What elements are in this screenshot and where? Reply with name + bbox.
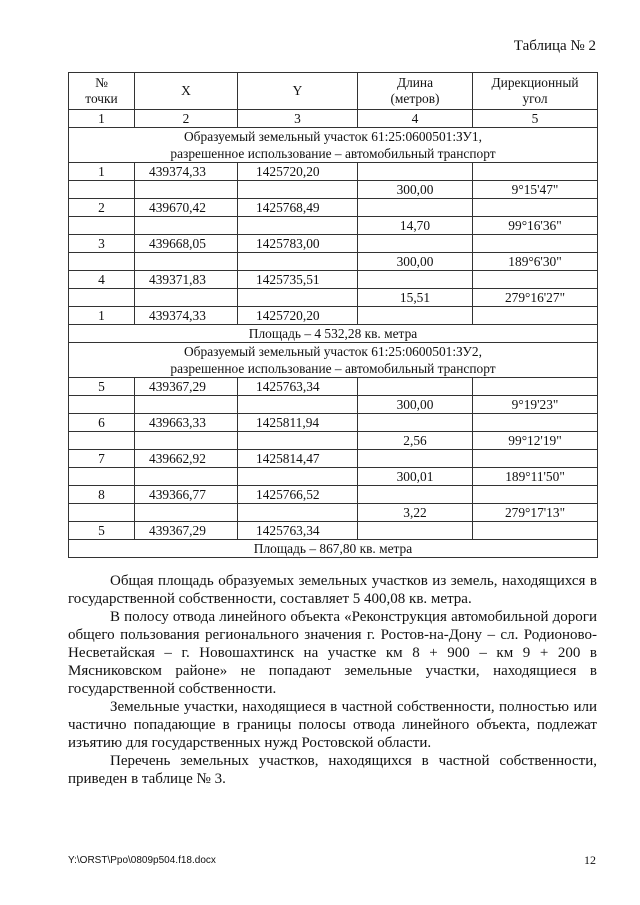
empty-cell (473, 414, 598, 432)
segment-angle: 189°6'30" (473, 253, 598, 271)
point-row (69, 450, 598, 468)
empty-cell (69, 468, 135, 486)
plot1-title: Образуемый земельный участок 61:25:0600501:ЗУ1, разрешенное использование – автомобильный транспорт (69, 128, 598, 163)
point-y: 1425783,00 (238, 235, 358, 253)
empty-cell (238, 468, 358, 486)
segment-length: 14,70 (358, 217, 473, 235)
plot1-area: Площадь – 4 532,28 кв. метра (69, 325, 598, 343)
empty-cell (238, 432, 358, 450)
point-row (69, 235, 598, 253)
empty-cell (473, 486, 598, 504)
header-cell-3: Y (238, 73, 358, 110)
paragraph-total-area: Общая площадь образуемых земельных участков из земель, находящихся в государственной собственности, составляет 5 400,08 кв. метра. (68, 573, 597, 607)
empty-cell (135, 217, 238, 235)
point-x: 439663,33 (135, 414, 238, 432)
empty-cell (473, 199, 598, 217)
segment-length: 15,51 (358, 289, 473, 307)
empty-cell (238, 253, 358, 271)
empty-cell (135, 253, 238, 271)
point-number: 1 (69, 307, 135, 325)
empty-cell (135, 396, 238, 414)
point-number: 5 (69, 522, 135, 540)
point-y: 1425768,49 (238, 199, 358, 217)
point-x: 439371,83 (135, 271, 238, 289)
empty-cell (238, 504, 358, 522)
paragraph-right-of-way: В полосу отвода линейного объекта «Реконструкция автомобильной дороги общего пользования регионального значения г. Ростов-на-Дону – сл. Родионово-Несветайская – г. Новошахтинск на участке км 8 + 900 – км 9 + 200 в Мясниковском районе» не попадают земельные участки, находящиеся в государственной собственности. (68, 609, 597, 697)
header-cell-1: № точки (69, 73, 135, 110)
empty-cell (69, 504, 135, 522)
column-number-1: 1 (69, 110, 135, 128)
empty-cell (238, 181, 358, 199)
segment-angle: 279°17'13" (473, 504, 598, 522)
point-y: 1425735,51 (238, 271, 358, 289)
empty-cell (358, 271, 473, 289)
empty-cell (473, 163, 598, 181)
point-row (69, 271, 598, 289)
coordinates-table (68, 72, 598, 558)
empty-cell (473, 522, 598, 540)
point-row (69, 378, 598, 396)
plot1-title-row (69, 128, 598, 163)
empty-cell (473, 271, 598, 289)
column-number-2: 2 (135, 110, 238, 128)
empty-cell (135, 504, 238, 522)
segment-row (69, 468, 598, 486)
segment-row (69, 217, 598, 235)
empty-cell (473, 307, 598, 325)
page-number: 12 (584, 853, 596, 867)
segment-row (69, 289, 598, 307)
point-number: 1 (69, 163, 135, 181)
point-number: 5 (69, 378, 135, 396)
point-y: 1425720,20 (238, 163, 358, 181)
point-x: 439670,42 (135, 199, 238, 217)
segment-length: 300,00 (358, 396, 473, 414)
point-x: 439374,33 (135, 307, 238, 325)
point-row (69, 414, 598, 432)
empty-cell (69, 396, 135, 414)
empty-cell (358, 163, 473, 181)
point-row (69, 163, 598, 181)
point-y: 1425811,94 (238, 414, 358, 432)
empty-cell (358, 378, 473, 396)
point-y: 1425766,52 (238, 486, 358, 504)
point-number: 8 (69, 486, 135, 504)
empty-cell (69, 289, 135, 307)
point-number: 7 (69, 450, 135, 468)
empty-cell (135, 432, 238, 450)
column-number-3: 3 (238, 110, 358, 128)
segment-length: 300,00 (358, 181, 473, 199)
empty-cell (238, 396, 358, 414)
header-cell-2: X (135, 73, 238, 110)
column-number-4: 4 (358, 110, 473, 128)
plot2-area: Площадь – 867,80 кв. метра (69, 540, 598, 558)
empty-cell (473, 450, 598, 468)
empty-cell (473, 378, 598, 396)
empty-cell (358, 307, 473, 325)
plot2-area-row (69, 540, 598, 558)
point-row (69, 522, 598, 540)
point-row (69, 486, 598, 504)
point-y: 1425763,34 (238, 522, 358, 540)
point-number: 6 (69, 414, 135, 432)
segment-row (69, 181, 598, 199)
header-cell-4: Длина (метров) (358, 73, 473, 110)
table-caption: Таблица № 2 (513, 38, 596, 54)
segment-angle: 99°12'19" (473, 432, 598, 450)
plot2-title-row (69, 343, 598, 378)
empty-cell (135, 289, 238, 307)
point-x: 439374,33 (135, 163, 238, 181)
segment-row (69, 253, 598, 271)
point-x: 439668,05 (135, 235, 238, 253)
point-number: 3 (69, 235, 135, 253)
segment-angle: 9°19'23" (473, 396, 598, 414)
point-row (69, 307, 598, 325)
segment-angle: 9°15'47" (473, 181, 598, 199)
empty-cell (69, 181, 135, 199)
plot2-title: Образуемый земельный участок 61:25:0600501:ЗУ2, разрешенное использование – автомобильный транспорт (69, 343, 598, 378)
segment-angle: 279°16'27" (473, 289, 598, 307)
segment-length: 2,56 (358, 432, 473, 450)
empty-cell (69, 253, 135, 271)
empty-cell (358, 486, 473, 504)
point-number: 4 (69, 271, 135, 289)
footer-file-path: Y:\ORST\Ppo\0809p504.f18.docx (68, 855, 216, 866)
plot1-area-row (69, 325, 598, 343)
column-number-5: 5 (473, 110, 598, 128)
point-y: 1425720,20 (238, 307, 358, 325)
segment-angle: 99°16'36" (473, 217, 598, 235)
header-row (69, 73, 598, 110)
column-number-row (69, 110, 598, 128)
empty-cell (238, 217, 358, 235)
empty-cell (135, 468, 238, 486)
empty-cell (358, 414, 473, 432)
empty-cell (473, 235, 598, 253)
empty-cell (238, 289, 358, 307)
point-x: 439367,29 (135, 522, 238, 540)
segment-length: 300,00 (358, 253, 473, 271)
segment-length: 3,22 (358, 504, 473, 522)
empty-cell (358, 199, 473, 217)
point-y: 1425814,47 (238, 450, 358, 468)
header-cell-5: Дирекционный угол (473, 73, 598, 110)
empty-cell (358, 450, 473, 468)
segment-row (69, 504, 598, 522)
segment-angle: 189°11'50" (473, 468, 598, 486)
point-x: 439662,92 (135, 450, 238, 468)
segment-length: 300,01 (358, 468, 473, 486)
empty-cell (358, 235, 473, 253)
empty-cell (69, 432, 135, 450)
point-x: 439367,29 (135, 378, 238, 396)
point-row (69, 199, 598, 217)
point-number: 2 (69, 199, 135, 217)
empty-cell (69, 217, 135, 235)
point-x: 439366,77 (135, 486, 238, 504)
empty-cell (358, 522, 473, 540)
paragraph-private-land: Земельные участки, находящиеся в частной собственности, полностью или частично попадающие в границы полосы отвода линейного объекта, подлежат изъятию для государственных нужд Ростовской области. (68, 699, 597, 751)
segment-row (69, 396, 598, 414)
segment-row (69, 432, 598, 450)
point-y: 1425763,34 (238, 378, 358, 396)
empty-cell (135, 181, 238, 199)
paragraph-reference: Перечень земельных участков, находящихся в частной собственности, приведен в таблице № 3. (68, 753, 597, 787)
